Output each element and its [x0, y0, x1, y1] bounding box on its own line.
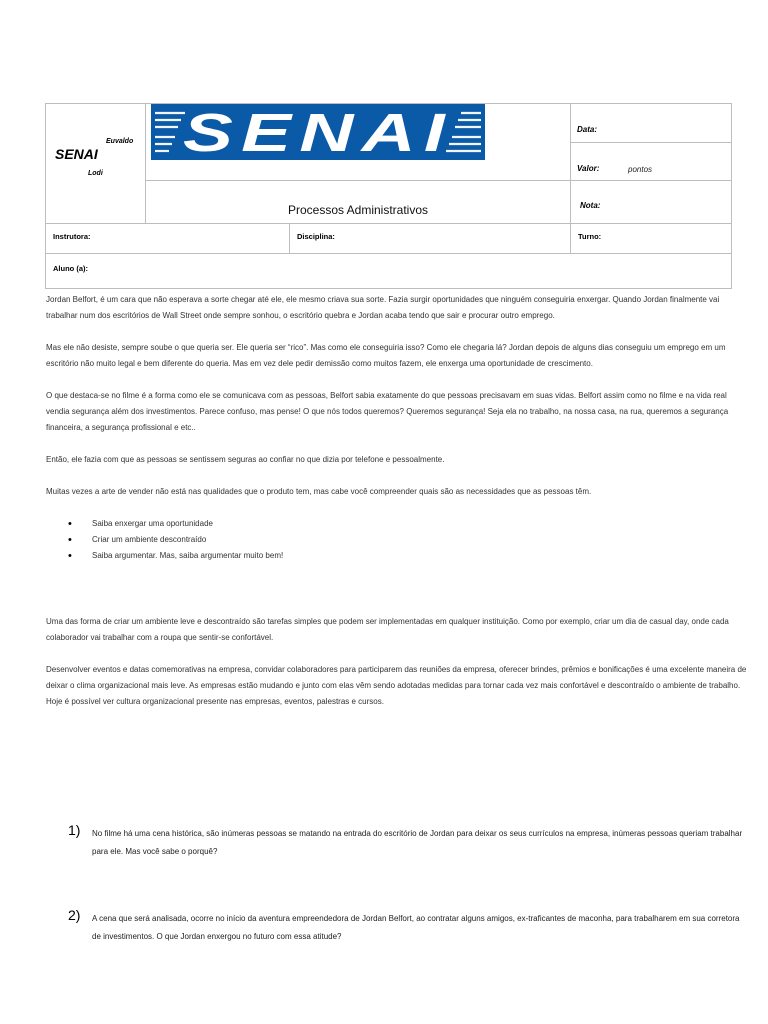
student-cell[interactable]: [46, 254, 732, 289]
instructor-cell[interactable]: [46, 224, 290, 254]
list-item: • Saiba enxergar uma oportunidade: [68, 518, 213, 530]
course-cell: [146, 181, 571, 224]
logo-text: SENAI: [183, 104, 453, 160]
date-cell[interactable]: [571, 104, 732, 143]
shift-cell[interactable]: [571, 224, 732, 254]
value-unit: pontos: [628, 165, 653, 174]
header-table: [45, 103, 732, 289]
brand-cell: [46, 104, 146, 224]
discipline-label: Disciplina:: [297, 232, 335, 241]
discipline-cell[interactable]: [290, 224, 571, 254]
bullet-list: [46, 516, 751, 564]
instructor-label: Instrutora:: [53, 232, 91, 241]
grade-cell[interactable]: [571, 181, 732, 224]
logo-cell: [146, 104, 571, 181]
brand-top-text: Euvaldo: [106, 138, 134, 145]
paragraph: Jordan Belfort, é um cara que não esperava a sorte chegar até ele, ele mesmo criava sua sorte. Fazia surgir oportunidades que ninguém conseguiria enxergar. Quando Jordan finalmente vai trabalhar num dos escritórios de Wall Street onde sempre sonhou, o escritório quebra e Jordan acaba tendo que sair e procurar outro emprego.: [46, 295, 720, 320]
paragraph: Uma das forma de criar um ambiente leve e descontraído são tarefas simples que podem ser implementadas em qualquer instituição. Como por exemplo, criar um dia de casual day, onde cada colaborador vai trabalhar com a roupa que sentir-se confortável.: [46, 617, 729, 642]
paragraph: Desenvolver eventos e datas comemorativas na empresa, convidar colaboradores para participarem das reuniões da empresa, oferecer brindes, prêmios e bonificações é uma excelente maneira de deixar o clima organizacional mais leve. As empresas estão mudando e junto com elas vêm sendo adotadas medidas para tornar cada vez mais confortável e descontraído o ambiente de trabalho. Hoje é possível ver cultura organizacional presente nas empresas, eventos, palestras e cursos.: [46, 665, 747, 706]
date-label: Data:: [577, 125, 598, 134]
value-label: Valor:: [577, 164, 600, 173]
body-text: [46, 292, 751, 726]
list-item: • Criar um ambiente descontraído: [68, 534, 207, 546]
question-1: [68, 822, 750, 861]
student-label: Aluno (a):: [53, 264, 88, 273]
paragraph: Mas ele não desiste, sempre soube o que queria ser. Ele queria ser “rico”. Mas como ele conseguiria isso? Como ele chegaria lá? Jordan depois de alguns dias conseguiu um emprego em um escritório não muito legal e bem diferente do queria. Mas em vez dele pedir demissão como muitos fazem, ele enxerga uma oportunidade de crescimento.: [46, 343, 726, 368]
grade-label: Nota:: [580, 201, 601, 210]
question-2: [68, 907, 750, 946]
paragraph: Muitas vezes a arte de vender não está nas qualidades que o produto tem, mas cabe você compreender quais são as necessidades que as pessoas têm.: [46, 487, 592, 496]
senai-logo: [151, 104, 485, 160]
brand-text: SENAI: [55, 146, 98, 162]
list-item: • Saiba argumentar. Mas, saiba argumentar muito bem!: [68, 550, 284, 562]
question-text: A cena que será analisada, ocorre no início da aventura empreendedora de Jordan Belfort, ao contratar alguns amigos, ex-traficantes de maconha, para trabalharem em sua corretora de investimentos. O que Jordan enxergou no futuro com essa atitude?: [92, 914, 740, 941]
question-text: No filme há uma cena histórica, são inúmeras pessoas se matando na entrada do escritório de Jordan para deixar os seus currículos na empresa, inúmeras pessoas queriam trabalhar para ele. Mas você sabe o porquê?: [92, 829, 743, 856]
paragraph: Então, ele fazia com que as pessoas se sentissem seguras ao confiar no que dizia por telefone e pessoalmente.: [46, 455, 445, 464]
question-number: 1): [68, 822, 81, 838]
course-title: Processos Administrativos: [287, 203, 429, 217]
question-number: 2): [68, 907, 81, 923]
bullet-icon: •: [68, 550, 72, 562]
bullet-icon: •: [68, 518, 72, 530]
bullet-icon: •: [68, 534, 72, 546]
value-cell[interactable]: [571, 143, 732, 181]
brand-bottom-text: Lodi: [88, 170, 103, 177]
paragraph: O que destaca-se no filme é a forma como ele se comunicava com as pessoas, Belfort sabia exatamente do que pessoas precisavam em suas vidas. Belfort assim como no filme e na vida real vendia segurança além dos investimentos. Parece confuso, mas pense! O que nós todos queremos? Queremos segurança! Seja ela no trabalho, na nossa casa, na rua, queremos a segurança financeira, a segurança profissional e etc..: [46, 391, 729, 432]
shift-label: Turno:: [578, 232, 602, 241]
